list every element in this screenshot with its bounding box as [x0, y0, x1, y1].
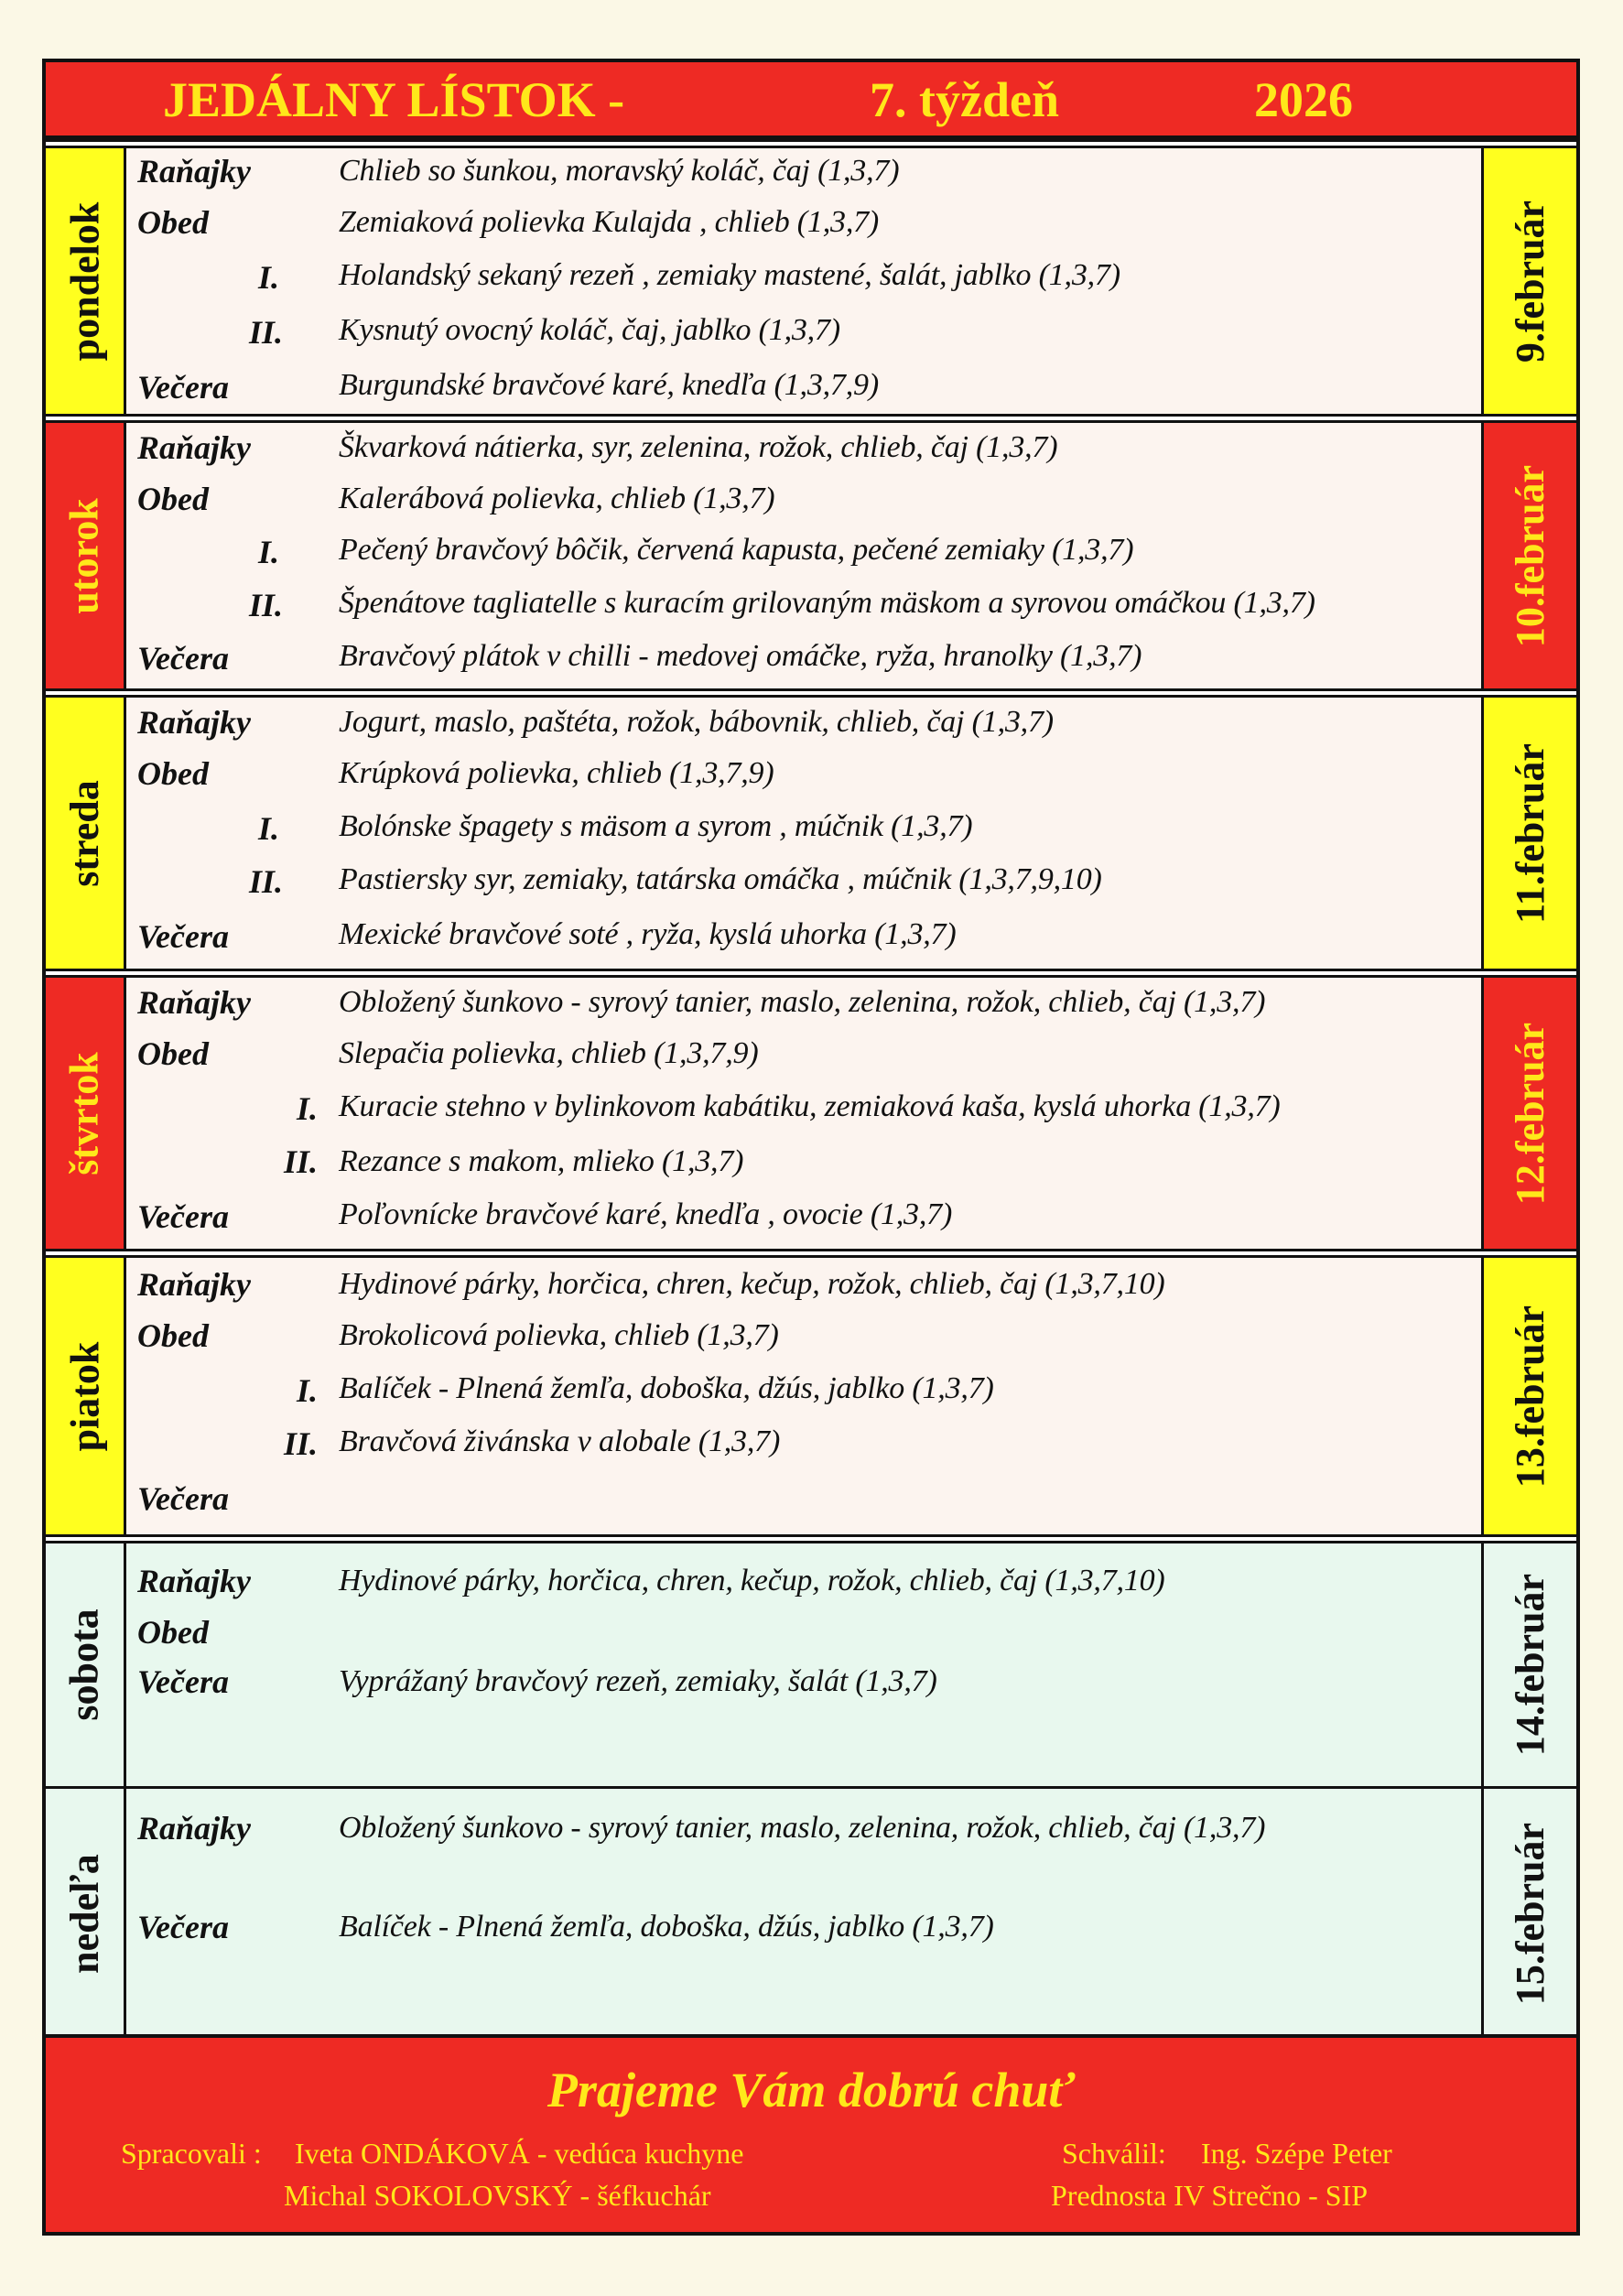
wish-text: Prajeme Vám dobrú chuť	[546, 2063, 1076, 2117]
dish-option2: Rezance s makom, mlieko (1,3,7)	[339, 1144, 744, 1178]
separator	[46, 1534, 1576, 1543]
meal-label-option1: I.	[258, 259, 280, 296]
year-label: 2026	[1254, 72, 1353, 127]
date-label: 15.február	[1508, 1822, 1553, 2005]
day-row-wednesday	[46, 698, 1576, 969]
day-cell-thursday	[46, 978, 126, 1249]
prepared-label: Spracovali :	[121, 2137, 262, 2170]
day-name: štvrtok	[62, 1051, 107, 1175]
meal-label-dinner: Večera	[137, 1909, 229, 1945]
dish-option2: Pastiersky syr, zemiaky, tatárska omáčka , múčnik (1,3,7,9,10)	[339, 862, 1102, 896]
day-cell-saturday	[46, 1543, 126, 1786]
meal-label-breakfast: Raňajky	[137, 984, 252, 1021]
meal-label-option2: II.	[284, 1425, 319, 1462]
dish-lunch: Brokolicová polievka, chlieb (1,3,7)	[339, 1318, 779, 1352]
day-cell-sunday	[46, 1789, 126, 2038]
date-cell-sunday	[1481, 1789, 1576, 2038]
meal-label-lunch: Obed	[137, 1317, 209, 1354]
dish-breakfast: Obložený šunkovo - syrový tanier, maslo, zelenina, rožok, chlieb, čaj (1,3,7)	[339, 985, 1266, 1019]
dish-lunch: Slepačia polievka, chlieb (1,3,7,9)	[339, 1036, 759, 1070]
dish-dinner: Poľovnícke bravčové karé, knedľa , ovocie (1,3,7)	[339, 1197, 953, 1231]
menu-title: JEDÁLNY LÍSTOK -	[163, 72, 625, 127]
menu-footer	[46, 2034, 1576, 2232]
meal-label-lunch: Obed	[137, 204, 209, 241]
date-label: 14.február	[1508, 1573, 1553, 1757]
dish-dinner: Mexické bravčové soté , ryža, kyslá uhorka (1,3,7)	[339, 917, 957, 951]
dish-option2: Kysnutý ovocný koláč, čaj, jablko (1,3,7)	[339, 313, 840, 347]
dish-dinner: Vyprážaný bravčový rezeň, zemiaky, šalát (1,3,7)	[339, 1664, 937, 1698]
dish-option1: Pečený bravčový bôčik, červená kapusta, pečené zemiaky (1,3,7)	[339, 533, 1134, 567]
day-row-thursday	[46, 978, 1576, 1249]
dish-breakfast: Hydinové párky, horčica, chren, kečup, rožok, chlieb, čaj (1,3,7,10)	[339, 1267, 1165, 1301]
day-cell-friday	[46, 1258, 126, 1534]
prepared-by-1: Iveta ONDÁKOVÁ - vedúca kuchyne	[295, 2137, 744, 2170]
day-name: nedeľa	[62, 1853, 107, 1974]
day-name: sobota	[62, 1608, 107, 1721]
dish-lunch: Zemiaková polievka Kulajda , chlieb (1,3,7)	[339, 205, 880, 239]
separator	[46, 1249, 1576, 1258]
separator	[46, 688, 1576, 698]
meal-label-lunch: Obed	[137, 755, 209, 792]
dish-option1: Bolónske špagety s mäsom a syrom , múčnik (1,3,7)	[339, 809, 973, 843]
separator	[46, 414, 1576, 423]
dish-dinner: Bravčový plátok v chilli - medovej omáčke, ryža, hranolky (1,3,7)	[339, 639, 1142, 673]
meal-label-dinner: Večera	[137, 1663, 229, 1700]
dish-breakfast: Chlieb so šunkou, moravský koláč, čaj (1,3,7)	[339, 154, 900, 188]
day-row-saturday	[46, 1543, 1576, 1786]
dish-dinner: Burgundské bravčové karé, knedľa (1,3,7,9)	[339, 368, 879, 402]
dish-breakfast: Obložený šunkovo - syrový tanier, maslo, zelenina, rožok, chlieb, čaj (1,3,7)	[339, 1811, 1266, 1845]
meal-label-breakfast: Raňajky	[137, 1810, 252, 1847]
meal-label-option2: II.	[284, 1143, 319, 1180]
day-cell-wednesday	[46, 698, 126, 969]
dish-dinner: Balíček - Plnená žemľa, doboška, džús, jablko (1,3,7)	[339, 1910, 994, 1944]
meal-label-dinner: Večera	[137, 640, 229, 677]
date-cell-friday	[1481, 1258, 1576, 1534]
meal-label-lunch: Obed	[137, 1035, 209, 1072]
date-label: 9.február	[1508, 200, 1553, 363]
dish-option1: Holandský sekaný rezeň , zemiaky mastené, šalát, jablko (1,3,7)	[339, 258, 1120, 292]
prepared-by-2: Michal SOKOLOVSKÝ - šéfkuchár	[284, 2179, 711, 2212]
day-cell-tuesday	[46, 423, 126, 688]
separator	[46, 969, 1576, 978]
approved-label: Schválil:	[1062, 2137, 1166, 2170]
date-label: 11.február	[1508, 742, 1553, 924]
separator	[46, 139, 1576, 148]
meal-label-dinner: Večera	[137, 369, 229, 406]
date-label: 10.február	[1508, 464, 1553, 647]
date-cell-monday	[1481, 148, 1576, 414]
dish-option1: Balíček - Plnená žemľa, doboška, džús, jablko (1,3,7)	[339, 1371, 994, 1405]
meal-label-breakfast: Raňajky	[137, 153, 252, 190]
dish-option2: Bravčová živánska v alobale (1,3,7)	[339, 1424, 781, 1458]
day-row-monday	[46, 148, 1576, 414]
date-cell-wednesday	[1481, 698, 1576, 969]
meal-label-dinner: Večera	[137, 1198, 229, 1235]
meal-label-breakfast: Raňajky	[137, 1563, 252, 1599]
dish-breakfast: Jogurt, maslo, paštéta, rožok, bábovnik, chlieb, čaj (1,3,7)	[339, 705, 1054, 739]
dish-option1: Kuracie stehno v bylinkovom kabátiku, zemiaková kaša, kyslá uhorka (1,3,7)	[339, 1089, 1281, 1123]
date-label: 12.február	[1508, 1022, 1553, 1205]
day-name: utorok	[62, 497, 108, 614]
meal-label-breakfast: Raňajky	[137, 704, 252, 741]
meal-label-option1: I.	[297, 1372, 319, 1409]
menu-frame	[42, 59, 1580, 2236]
day-row-friday	[46, 1258, 1576, 1534]
day-name: piatok	[62, 1341, 108, 1451]
date-label: 13.február	[1508, 1305, 1553, 1488]
meal-label-breakfast: Raňajky	[137, 1266, 252, 1303]
date-cell-saturday	[1481, 1543, 1576, 1786]
dish-lunch: Krúpková polievka, chlieb (1,3,7,9)	[339, 756, 774, 790]
dish-breakfast: Škvarková nátierka, syr, zelenina, rožok, chlieb, čaj (1,3,7)	[339, 430, 1058, 464]
meal-label-option2: II.	[249, 587, 284, 623]
meal-label-breakfast: Raňajky	[137, 429, 252, 466]
week-label: 7. týždeň	[870, 72, 1059, 127]
meal-label-option2: II.	[249, 863, 284, 900]
menu-header	[46, 62, 1576, 139]
dish-option2: Špenátove tagliatelle s kuracím grilovaným mäskom a syrovou omáčkou (1,3,7)	[339, 586, 1315, 620]
day-row-tuesday	[46, 423, 1576, 688]
approved-by: Ing. Szépe Peter	[1201, 2137, 1392, 2170]
day-row-sunday	[46, 1789, 1576, 2038]
dish-breakfast: Hydinové párky, horčica, chren, kečup, rožok, chlieb, čaj (1,3,7,10)	[339, 1564, 1165, 1597]
meal-label-option2: II.	[249, 314, 284, 351]
date-cell-tuesday	[1481, 423, 1576, 688]
meal-label-dinner: Večera	[137, 918, 229, 955]
meal-label-lunch: Obed	[137, 1614, 209, 1651]
date-cell-thursday	[1481, 978, 1576, 1249]
meal-label-option1: I.	[258, 534, 280, 570]
meal-label-option1: I.	[297, 1090, 319, 1127]
day-cell-monday	[46, 148, 126, 414]
day-name: streda	[62, 779, 108, 887]
meal-label-lunch: Obed	[137, 481, 209, 517]
approver-role: Prednosta IV Strečno - SIP	[1051, 2179, 1369, 2212]
meal-label-option1: I.	[258, 810, 280, 847]
day-name: pondelok	[62, 201, 108, 361]
dish-lunch: Kalerábová polievka, chlieb (1,3,7)	[339, 482, 775, 515]
meal-label-dinner: Večera	[137, 1480, 229, 1517]
